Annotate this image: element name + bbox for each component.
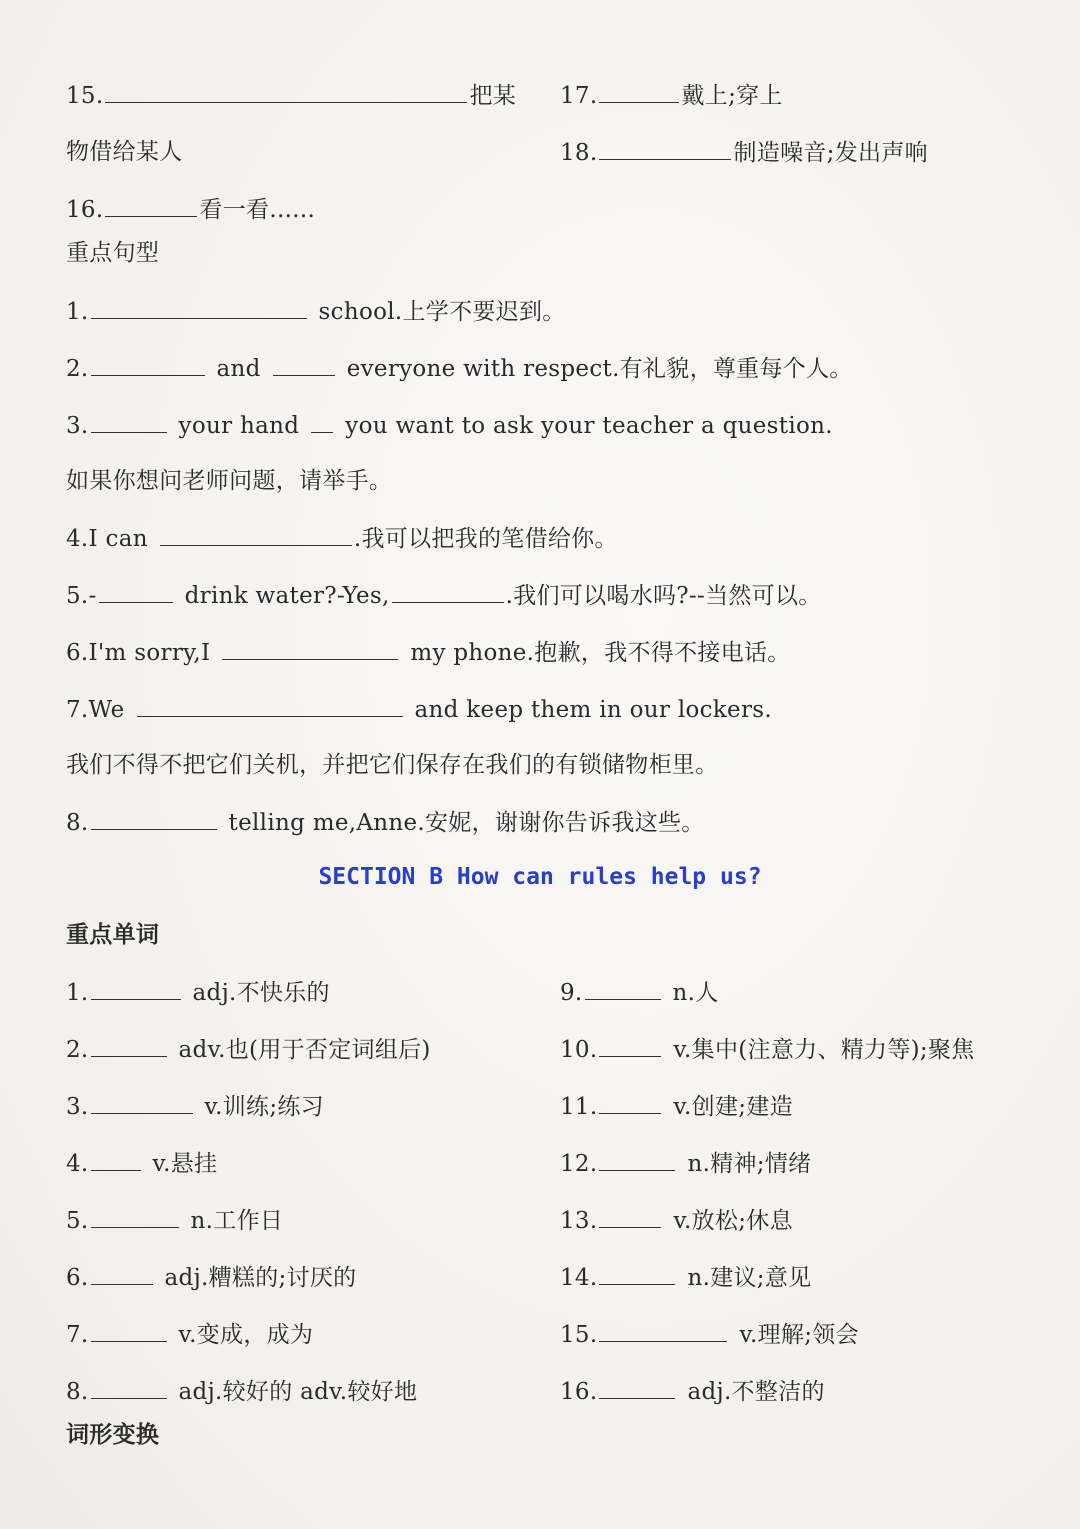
item-meaning: adj.较好的 adv.较好地 [178,1379,418,1405]
item-number: 8. [66,1379,89,1405]
answer-blank[interactable] [585,977,661,1000]
vocab-item-15: 15. 把某 [66,80,516,111]
vocab-row [560,1319,859,1350]
answer-blank[interactable] [222,637,398,660]
answer-blank[interactable] [91,1319,167,1342]
item-number: 3. [66,1094,89,1120]
item-meaning: n.精神;情绪 [687,1151,812,1177]
item-number: 15. [560,1322,598,1348]
item-meaning: adj.糟糕的;讨厌的 [164,1265,357,1291]
answer-blank[interactable] [160,523,352,546]
sentence-3-translation: 如果你想问老师问题，请举手。 [66,468,393,494]
answer-blank[interactable] [599,80,679,103]
vocab-row [560,1034,975,1065]
answer-blank[interactable] [599,1319,727,1342]
item-meaning: adj.不整洁的 [687,1379,825,1405]
answer-blank[interactable] [599,137,731,160]
answer-blank[interactable] [91,1262,153,1285]
item-number: 13. [560,1208,598,1234]
section-b-title: SECTION B How can rules help us? [318,864,762,890]
vocab-item-16: 16. 看一看...... [66,194,315,225]
item-number: 12. [560,1151,598,1177]
item-meaning: adj.不快乐的 [192,980,330,1006]
sentence-7: 7.We and keep them in our lockers. [66,694,772,725]
item-meaning: v.理解;领会 [739,1322,859,1348]
sentence-1: 1. school.上学不要迟到。 [66,296,566,327]
item-meaning: n.工作日 [190,1208,284,1234]
vocab-row [560,1205,793,1236]
answer-blank[interactable] [91,353,205,376]
vocab-row [66,1148,217,1179]
key-sentences-heading: 重点句型 [66,240,160,266]
item-meaning: v.变成，成为 [178,1322,314,1348]
vocab-row [66,1319,313,1350]
sentence-3: 3. your hand you want to ask your teacher a question. [66,410,833,441]
sentence-6: 6.I'm sorry,I my phone.抱歉，我不得不接电话。 [66,637,791,668]
answer-blank[interactable] [599,1034,661,1057]
item-number: 4. [66,1151,89,1177]
answer-blank[interactable] [91,296,307,319]
answer-blank[interactable] [91,410,167,433]
sentence-4: 4.I can .我可以把我的笔借给你。 [66,523,618,554]
answer-blank[interactable] [91,1376,167,1399]
answer-blank[interactable] [105,194,197,217]
vocab-item-15-cont: 物借给某人 [66,139,183,165]
item-meaning: v.训练;练习 [204,1094,324,1120]
answer-blank[interactable] [392,580,504,603]
vocab-row [560,1376,825,1407]
answer-blank[interactable] [91,807,217,830]
key-vocab-heading: 重点单词 [66,921,160,948]
vocab-row [560,1148,811,1179]
item-number: 9. [560,980,583,1006]
item-number: 14. [560,1265,598,1291]
item-number: 5. [66,1208,89,1234]
answer-blank[interactable] [91,1034,167,1057]
vocab-row [66,1205,283,1236]
answer-blank[interactable] [99,580,173,603]
item-number: 1. [66,980,89,1006]
vocab-row [560,1262,811,1293]
answer-blank[interactable] [599,1376,675,1399]
item-meaning: v.悬挂 [152,1151,218,1177]
answer-blank[interactable] [91,1205,179,1228]
vocab-row [66,1034,431,1065]
answer-blank[interactable] [599,1262,675,1285]
answer-blank[interactable] [91,1091,193,1114]
item-number: 7. [66,1322,89,1348]
answer-blank[interactable] [599,1205,661,1228]
vocab-row [560,1091,793,1122]
vocab-row [66,1091,324,1122]
sentence-7-translation: 我们不得不把它们关机，并把它们保存在我们的有锁储物柜里。 [66,752,719,778]
vocab-row [560,977,719,1008]
item-meaning: n.建议;意见 [687,1265,812,1291]
answer-blank[interactable] [91,977,181,1000]
vocab-row [66,977,330,1008]
item-number: 10. [560,1037,598,1063]
item-number: 6. [66,1265,89,1291]
word-forms-heading: 词形变换 [66,1421,160,1448]
vocab-row [66,1262,356,1293]
item-number: 2. [66,1037,89,1063]
answer-blank[interactable] [311,410,333,433]
answer-blank[interactable] [91,1148,141,1171]
sentence-8: 8. telling me,Anne.安妮，谢谢你告诉我这些。 [66,807,705,838]
item-meaning: v.放松;休息 [673,1208,793,1234]
item-meaning: v.创建;建造 [673,1094,793,1120]
vocab-item-17: 17. 戴上;穿上 [560,80,783,111]
item-meaning: adv.也(用于否定词组后) [178,1037,431,1063]
item-meaning: v.集中(注意力、精力等);聚焦 [673,1037,975,1063]
answer-blank[interactable] [105,80,467,103]
answer-blank[interactable] [273,353,335,376]
answer-blank[interactable] [599,1148,675,1171]
sentence-2: 2. and everyone with respect.有礼貌，尊重每个人。 [66,353,853,384]
vocab-item-18: 18. 制造噪音;发出声响 [560,137,928,168]
item-number: 11. [560,1094,598,1120]
item-meaning: n.人 [672,980,719,1006]
sentence-5: 5.- drink water?-Yes, .我们可以喝水吗?--当然可以。 [66,580,822,611]
vocab-row [66,1376,417,1407]
answer-blank[interactable] [599,1091,661,1114]
answer-blank[interactable] [137,694,403,717]
item-number: 16. [560,1379,598,1405]
